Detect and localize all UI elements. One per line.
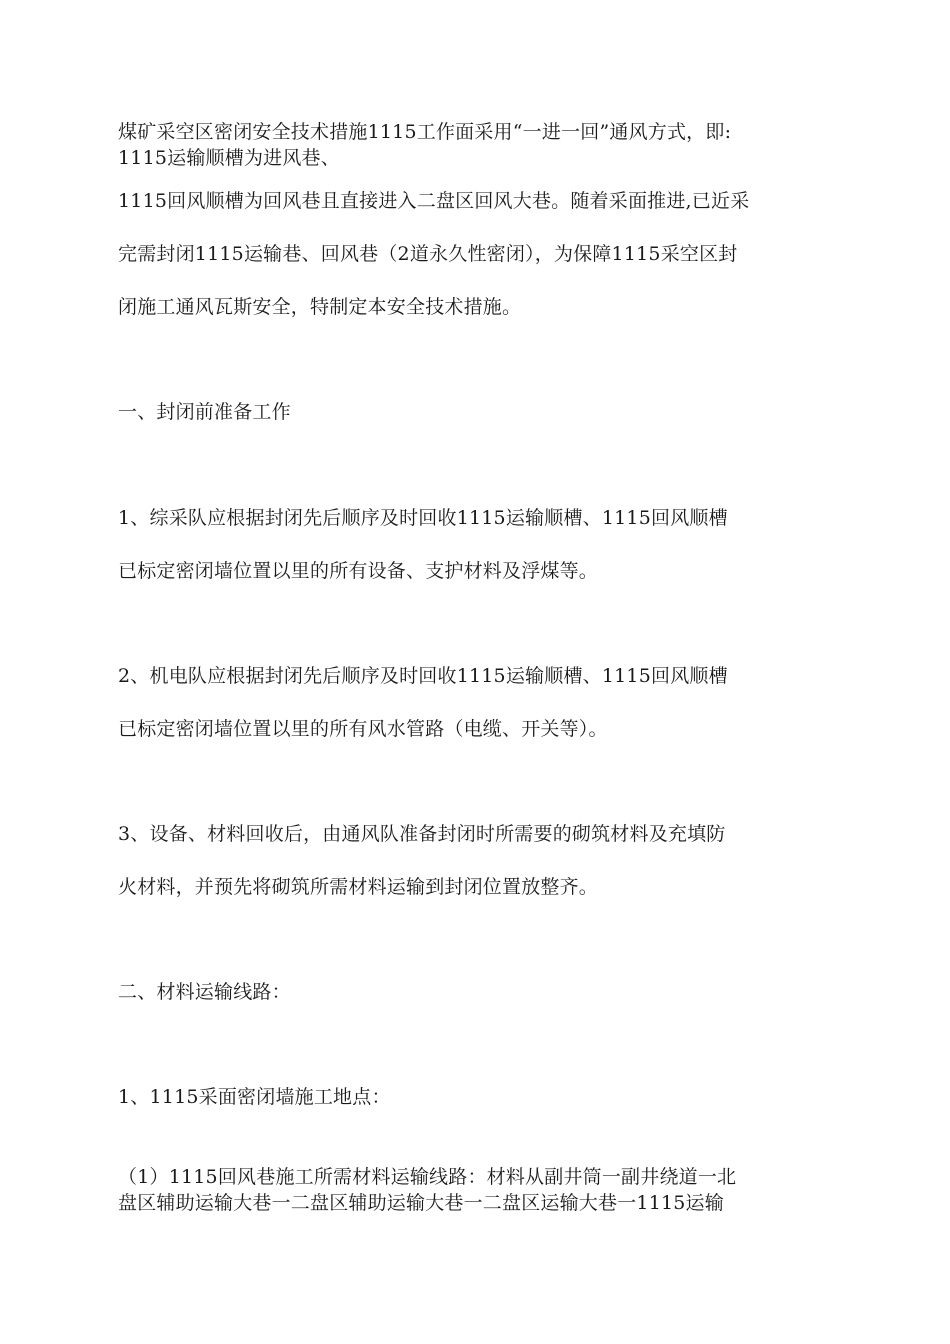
- route-line-2: 盘区辅助运输大巷一二盘区辅助运输大巷一二盘区运输大巷一1115运输: [118, 1192, 724, 1214]
- subsection-1: 1、1115采面密闭墙施工地点：: [118, 1086, 391, 1108]
- item-3-line-2: 火材料，并预先将砌筑所需材料运输到封闭位置放整齐。: [118, 876, 599, 898]
- item-2-line-1: 2、机电队应根据封闭先后顺序及时回收1115运输顺槽、1115回风顺槽: [118, 665, 728, 687]
- section-heading-1: 一、封闭前准备工作: [118, 401, 291, 423]
- item-1-line-1: 1、综采队应根据封闭先后顺序及时回收1115运输顺槽、1115回风顺槽: [118, 507, 728, 529]
- item-3-line-1: 3、设备、材料回收后，由通风队准备封闭时所需要的砌筑材料及充填防: [118, 823, 726, 845]
- route-line-1: （1）1115回风巷施工所需材料运输线路：材料从副井筒一副井绕道一北: [118, 1166, 737, 1188]
- item-2-line-2: 已标定密闭墙位置以里的所有风水管路（电缆、开关等）。: [118, 718, 608, 740]
- intro-line-2: 1115运输顺槽为进风巷、: [118, 147, 340, 169]
- intro-line-4: 完需封闭1115运输巷、回风巷（2道永久性密闭），为保障1115采空区封: [118, 243, 738, 265]
- intro-line-5: 闭施工通风瓦斯安全，特制定本安全技术措施。: [118, 296, 522, 318]
- intro-line-1: 煤矿采空区密闭安全技术措施1115工作面采用“一进一回”通风方式，即:: [118, 121, 732, 143]
- intro-line-3: 1115回风顺槽为回风巷且直接进入二盘区回风大巷。随着采面推进,已近采: [118, 190, 750, 212]
- section-heading-2: 二、材料运输线路：: [118, 981, 291, 1003]
- item-1-line-2: 已标定密闭墙位置以里的所有设备、支护材料及浮煤等。: [118, 560, 599, 582]
